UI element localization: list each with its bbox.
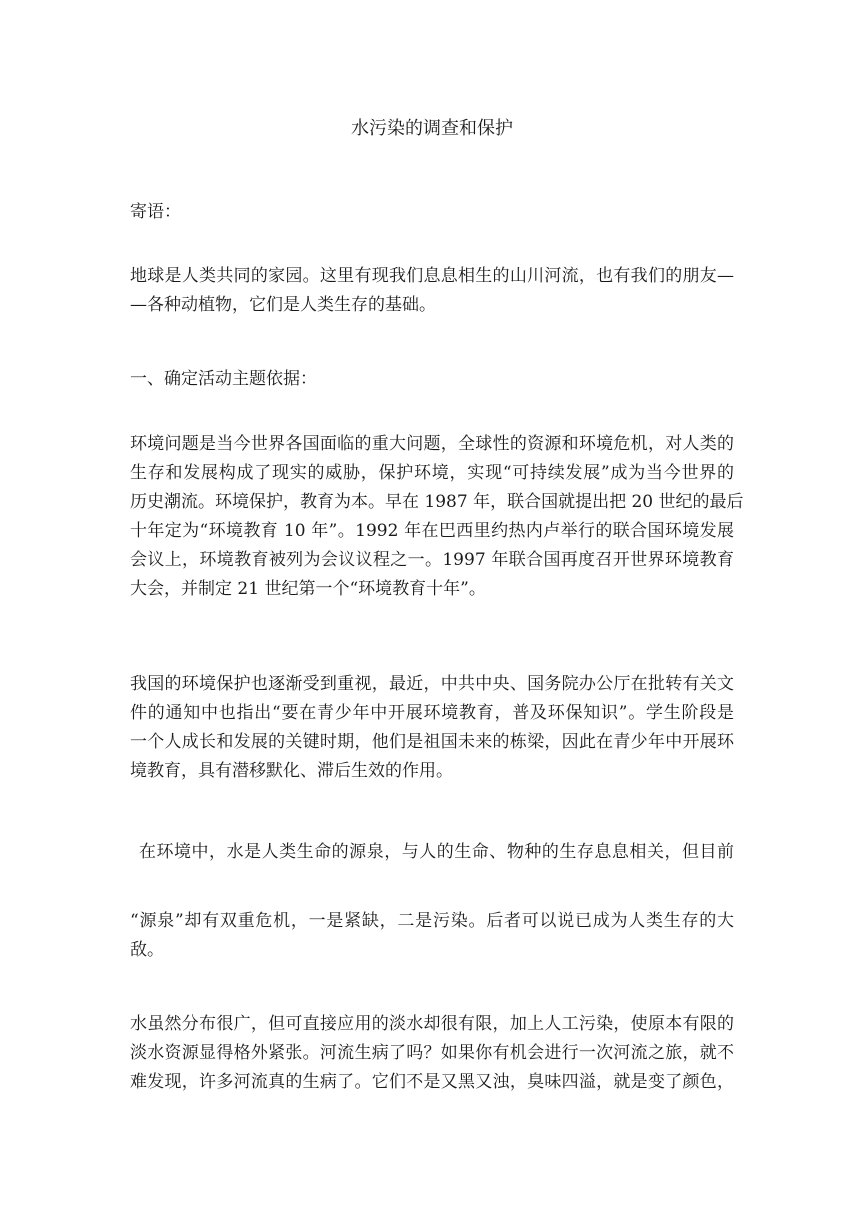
paragraph-line: 生存和发展构成了现实的威胁，保护环境，实现“可持续发展”成为当今世界的 [130,463,734,483]
paragraph-line: 历史潮流。环境保护，教育为本。早在 1987 年，联合国就提出把 20 世纪的最后 [130,492,744,512]
paragraph-line: 件的通知中也指出“要在青少年中开展环境教育，普及环保知识”。学生阶段是 [130,703,734,723]
paragraph-line: 会议上，环境教育被列为会议议程之一。1997 年联合国再度召开世界环境教育 [130,550,734,570]
paragraph-line: 环境问题是当今世界各国面临的重大问题，全球性的资源和环境危机，对人类的 [130,434,734,454]
paragraph-water-source [130,838,734,867]
paragraph-line: 境教育，具有潜移默化、滞后生效的作用。 [130,761,453,781]
paragraph-line: 十年定为“环境教育 10 年”。1992 年在巴西里约热内卢举行的联合国环境发展 [130,521,734,541]
paragraph-double-crisis [130,907,734,965]
paragraph-line: 在环境中，水是人类生命的源泉，与人的生命、物种的生存息息相关，但目前 [139,842,734,862]
greeting-line: 地球是人类共同的家园。这里有现我们息息相生的山川河流，也有我们的朋友— [130,266,734,286]
paragraph-line: 敌。 [130,940,164,960]
paragraph-line: “源泉”却有双重危机，一是紧缺，二是污染。后者可以说已成为人类生存的大 [130,911,734,931]
paragraph-line: 水虽然分布很广，但可直接应用的淡水却很有限，加上人工污染，使原本有限的 [130,1014,734,1034]
paragraph-line: 大会，并制定 21 世纪第一个“环境教育十年”。 [130,579,486,599]
paragraph-china-protection [130,670,734,786]
paragraph-fresh-water [130,1010,734,1097]
document-title: 水污染的调查和保护 [351,118,513,139]
greeting-paragraph [130,262,734,320]
paragraph-line: 一个人成长和发展的关键时期，他们是祖国未来的栋梁，因此在青少年中开展环 [130,732,734,752]
paragraph-line: 我国的环境保护也逐渐受到重视，最近，中共中央、国务院办公厅在批转有关文 [130,674,734,694]
greeting-label: 寄语： [130,202,181,222]
paragraph-line: 难发现，许多河流真的生病了。它们不是又黑又浊，臭味四溢，就是变了颜色， [130,1072,734,1092]
paragraph-line: 淡水资源显得格外紧张。河流生病了吗？如果你有机会进行一次河流之旅，就不 [130,1043,734,1063]
greeting-line: —各种动植物，它们是人类生存的基础。 [130,295,436,315]
section-heading: 一、确定活动主题依据： [130,369,317,389]
paragraph-environment-issues [130,430,744,604]
